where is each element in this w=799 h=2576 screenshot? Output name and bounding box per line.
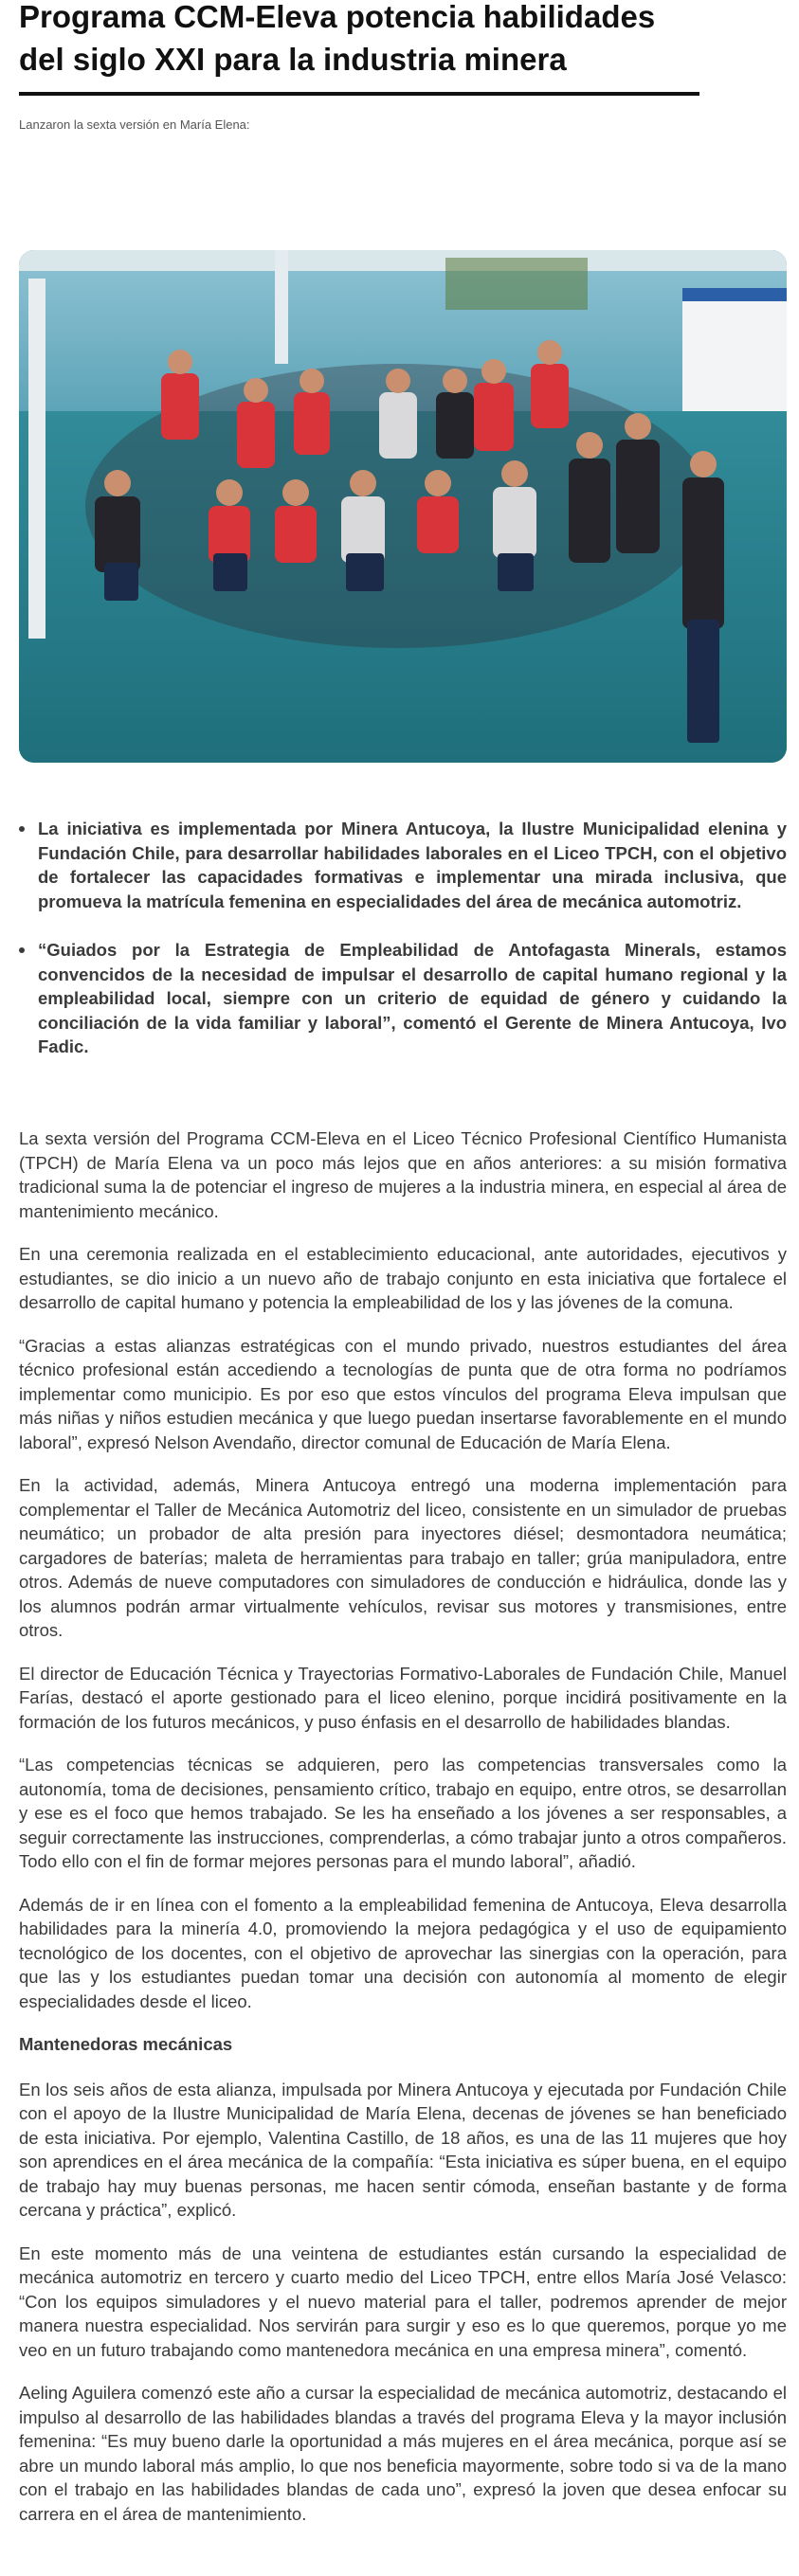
highlight-text: “Guiados por la Estrategia de Empleabilidad de Antofagasta Minerals, estamos convencidos de la necesidad de impulsar el desarrollo de capital humano regional y la empleabilidad local, siempre con un criterio de equidad de género y cuidando la conciliación de la vida familiar y laboral”, comentó el Gerente de Minera Antucoya, Ivo Fadic. — [38, 940, 787, 1056]
article-body — [19, 1126, 787, 2545]
article-title: Programa CCM-Eleva potencia habilidades del siglo XXI para la industria minera — [19, 0, 656, 77]
title-divider — [19, 92, 699, 96]
highlight-item — [19, 938, 787, 1059]
highlight-item — [19, 817, 787, 913]
article-header — [19, 0, 787, 134]
bullet-icon — [19, 826, 25, 832]
body-paragraph: El director de Educación Técnica y Trayectorias Formativo-Laborales de Fundación Chile, Manuel Farías, destacó el aporte gestionado para el liceo elenino, porque incidirá positivamente en la formación de los futuros mecánicos, y puso énfasis en el desarrollo de habilidades blandas. — [19, 1663, 787, 1732]
bullet-icon — [19, 947, 25, 953]
body-paragraph: En este momento más de una veintena de estudiantes están cursando la especialidad de mecánica automotriz en tercero y cuarto medio del Liceo TPCH, entre ellos María José Velasco: “Con los equipos simuladores y el nuevo material para el taller, podremos aprender de mejor manera nuestra especialidad. Nos servirán para surgir y eso es lo que queremos, porque yo me veo en un futuro trabajando como mantenedora mecánica en una empresa minera”, comentó. — [19, 2243, 787, 2360]
body-paragraph: Además de ir en línea con el fomento a la empleabilidad femenina de Antucoya, Eleva desarrolla habilidades para la minería 4.0, promoviendo la mejora pedagógica y el uso de equipamiento tecnológico de los docentes, con el objetivo de aprovechar las sinergias con la operación, para que las y los estudiantes puedan tomar una decisión con autonomía al momento de elegir especialidades desde el liceo. — [19, 1894, 787, 2011]
group-photo — [19, 250, 787, 763]
body-paragraph: La sexta versión del Programa CCM-Eleva en el Liceo Técnico Profesional Científico Humanista (TPCH) de María Elena va un poco más lejos que en años anteriores: a su misión formativa tradicional suma la de potenciar el ingreso de mujeres a la industria minera, en especial al área de mantenimiento mecánico. — [19, 1128, 787, 1221]
group-photo-icon — [19, 250, 787, 763]
body-paragraph: En los seis años de esta alianza, impulsada por Minera Antucoya y ejecutada por Fundación Chile con el apoyo de la Ilustre Municipalidad de María Elena, decenas de jóvenes se han beneficiado de esta iniciativa. Por ejemplo, Valentina Castillo, de 18 años, es una de las 11 mujeres que hoy son aprendices en el área mecánica de la compañía: “Esta iniciativa es súper buena, en el equipo de trabajo hay muy buenas personas, me hacen sentir cómoda, enseñan bastante y de forma cercana y práctica”, explicó. — [19, 2079, 787, 2220]
body-paragraph: En una ceremonia realizada en el establecimiento educacional, ante autoridades, ejecutivos y estudiantes, se dio inicio a un nuevo año de trabajo conjunto en esta iniciativa que fortalece el desarrollo de capital humano y potencia la empleabilidad de los y las jóvenes de la comuna. — [19, 1244, 787, 1312]
highlight-text: La iniciativa es implementada por Minera Antucoya, la Ilustre Municipalidad elenina y Fundación Chile, para desarrollar habilidades laborales en el Liceo TPCH, con el objetivo de fortalecer las capacidades formativas e implementar una mirada inclusiva, que promueva la matrícula femenina en especialidades del área de mecánica automotriz. — [38, 819, 787, 911]
section-subhead: Mantenedoras mecánicas — [19, 2034, 233, 2054]
body-paragraph: “Las competencias técnicas se adquieren, pero las competencias transversales como la autonomía, toma de decisiones, pensamiento crítico, trabajo en equipo, entre otros, se desarrollan y ese es el foco que hemos trabajado. Se les ha enseñado a los jóvenes a ser responsables, a seguir correctamente las instrucciones, comprenderlas, a cómo trabajar junto a otros compañeros. Todo ello con el fin de formar mejores personas para el mundo laboral”, añadió. — [19, 1755, 787, 1871]
article-lede: Lanzaron la sexta versión en María Elena: — [19, 117, 250, 132]
body-paragraph: “Gracias a estas alianzas estratégicas con el mundo privado, nuestros estudiantes del área técnico profesional están accediendo a tecnologías de punta que de otra forma no podríamos implementar como municipio. Es por eso que estos vínculos del programa Eleva impulsan que más niñas y niños estudien mecánica y que luego puedan insertarse favorablemente en el mundo laboral”, expresó Nelson Avendaño, director comunal de Educación de María Elena. — [19, 1335, 787, 1452]
body-paragraph: Aeling Aguilera comenzó este año a cursar la especialidad de mecánica automotriz, destacando el impulso al desarrollo de las habilidades blandas a través del programa Eleva y la mayor inclusión femenina: “Es muy bueno darle la oportunidad a más mujeres en el área mecánica, porque así se abre un mundo laboral más amplio, lo que nos beneficia mayormente, sobre todo si va de la mano con el trabajo en las habilidades blandas de cada uno”, expresó la joven que desea enfocar su carrera en el área de mantenimiento. — [19, 2383, 787, 2524]
highlights-list — [19, 817, 787, 1084]
body-paragraph: En la actividad, además, Minera Antucoya entregó una moderna implementación para complementar el Taller de Mecánica Automotriz del liceo, consistente en un simulador de pruebas neumático; un probador de alta presión para inyectores diésel; desmontadora neumática; cargadores de baterías; maleta de herramientas para trabajo en taller; grúa manipuladora, entre otros. Además de nueve computadores con simuladores de conducción e hidráulica, donde las y los alumnos podrán armar virtualmente vehículos, revisar sus motores y transmisiones, entre otros. — [19, 1475, 787, 1640]
